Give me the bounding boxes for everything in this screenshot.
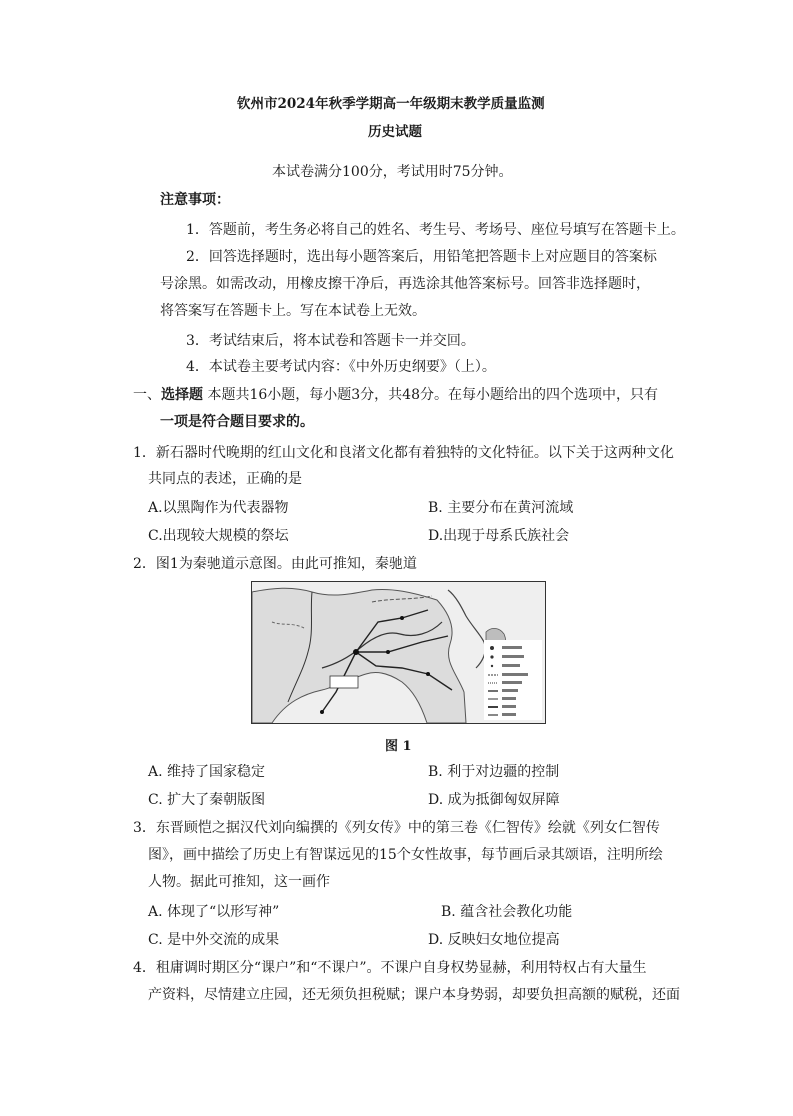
question-4-line: 产资料，尽情建立庄园，还无须负担税赋；课户本身势弱，却要负担高额的赋税，还面 — [148, 987, 680, 1003]
question-3-option-b: B. 蕴含社会教化功能 — [441, 904, 573, 920]
question-3-line: 3．东晋顾恺之据汉代刘向编撰的《列女传》中的第三卷《仁智传》绘就《列女仁智传 — [133, 820, 660, 836]
section-heading — [133, 385, 658, 405]
exam-intro: 本试卷满分100分，考试用时75分钟。 — [272, 164, 513, 180]
section-desc-2: 一项是符合题目要求的。 — [160, 414, 314, 430]
question-1-option-b: B. 主要分布在黄河流域 — [428, 500, 574, 516]
question-2-option-a: A. 维持了国家稳定 — [148, 764, 266, 780]
notice-item: 3．考试结束后，将本试卷和答题卡一并交回。 — [186, 333, 475, 349]
question-2-line: 2．图1为秦驰道示意图。由此可推知，秦驰道 — [133, 556, 417, 572]
question-2-option-c: C. 扩大了秦朝版图 — [148, 792, 266, 808]
question-1-option-d: D.出现于母系氏族社会 — [428, 528, 570, 544]
section-name: 选择题 — [161, 387, 203, 403]
question-2-option-b: B. 利于对边疆的控制 — [428, 764, 560, 780]
question-1-line: 共同点的表述，正确的是 — [148, 471, 302, 487]
notice-item: 1．答题前，考生务必将自己的姓名、考生号、考场号、座位号填写在答题卡上。 — [186, 222, 685, 238]
question-3-line: 人物。据此可推知，这一画作 — [148, 874, 330, 890]
question-1-line: 1．新石器时代晚期的红山文化和良渚文化都有着独特的文化特征。以下关于这两种文化 — [133, 445, 674, 461]
question-3-option-c: C. 是中外交流的成果 — [148, 932, 280, 948]
question-3-option-a: A. 体现了“以形写神” — [148, 904, 280, 920]
question-3-option-d: D. 反映妇女地位提高 — [428, 932, 560, 948]
section-label: 一、 — [133, 387, 161, 403]
question-2-option-d: D. 成为抵御匈奴屏障 — [428, 792, 560, 808]
notice-item: 将答案写在答题卡上。写在本试卷上无效。 — [160, 303, 426, 319]
question-1-option-c: C.出现较大规模的祭坛 — [148, 528, 289, 544]
notice-item: 2．回答选择题时，选出每小题答案后，用铅笔把答题卡上对应题目的答案标 — [186, 249, 657, 265]
notice-item: 4．本试卷主要考试内容：《中外历史纲要》（上）。 — [186, 359, 496, 375]
notice-heading: 注意事项： — [160, 192, 230, 208]
qin-road-map-figure — [251, 581, 546, 724]
question-3-line: 图》，画中描绘了历史上有智谋远见的15个女性故事，每节画后录其颂语，注明所绘 — [148, 847, 663, 863]
map-illustration — [252, 582, 545, 723]
figure-1-caption: 图 1 — [385, 739, 412, 754]
section-desc: 本题共16小题，每小题3分，共48分。在每小题给出的四个选项中，只有 — [207, 387, 658, 403]
notice-item: 号涂黑。如需改动，用橡皮擦干净后，再选涂其他答案标号。回答非选择题时， — [160, 276, 650, 292]
question-4-line: 4．租庸调时期区分“课户”和“不课户”。不课户自身权势显赫，利用特权占有大量生 — [133, 960, 647, 976]
page-subtitle: 历史试题 — [368, 124, 422, 140]
page-title: 钦州市2024年秋季学期高一年级期末教学质量监测 — [237, 96, 545, 112]
question-1-option-a: A.以黑陶作为代表器物 — [148, 500, 289, 516]
